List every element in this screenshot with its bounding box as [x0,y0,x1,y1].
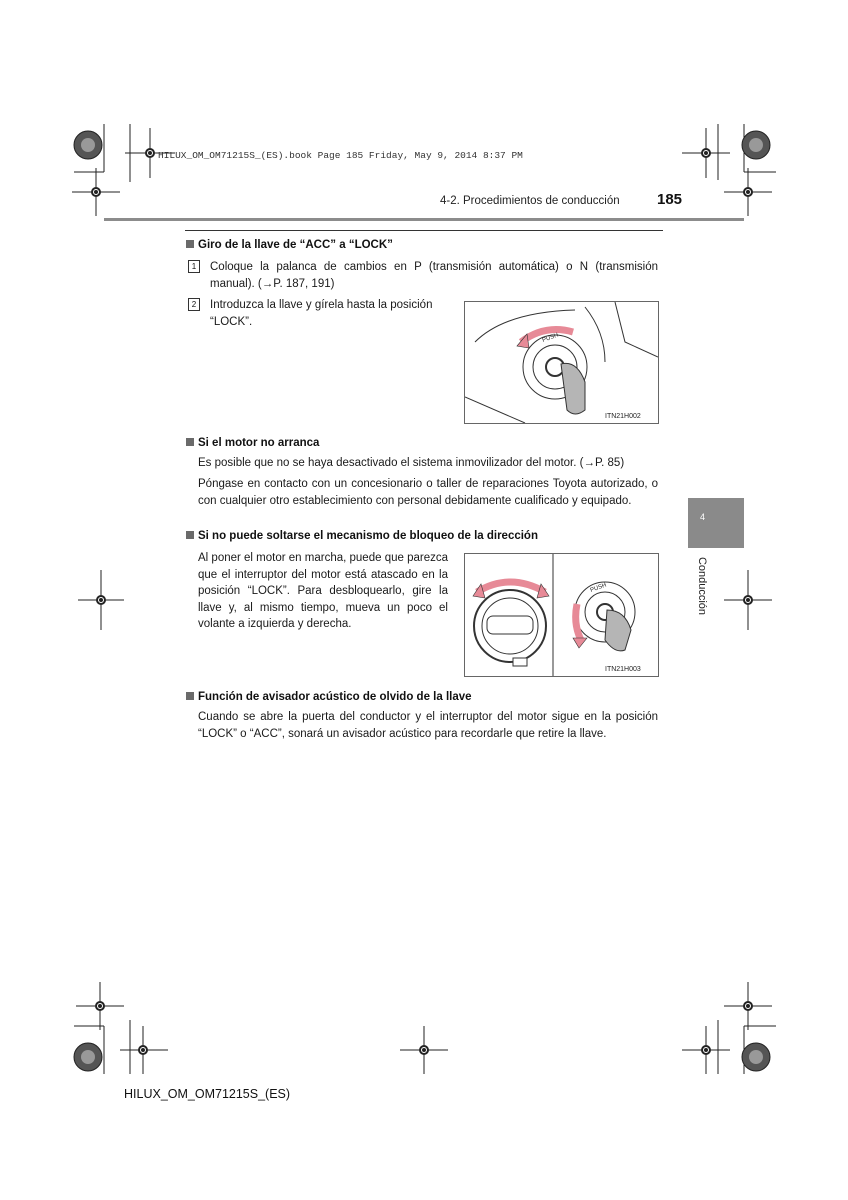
push-label: PUSH [589,582,608,594]
page-number: 185 [657,191,683,208]
square-bullet-icon [186,240,194,248]
paragraph: Póngase en contacto con un concesionario o taller de reparaciones Toyota autorizado, o con cualquier otro establecimiento con personal debidamente cualificado y equipado. [198,478,658,507]
paragraph: Cuando se abre la puerta del conductor y el interruptor del motor sigue en la posición “LOCK” o “ACC”, sonará un avisador acústico para recordarle que retire la llave. [198,711,658,740]
square-bullet-icon [186,692,194,700]
section-heading: Si el motor no arranca [186,437,319,449]
section-heading: Función de avisador acústico de olvido de la llave [186,691,472,703]
step-number-box: 1 [188,260,200,273]
square-bullet-icon [186,531,194,539]
step-text: Introduzca la llave y gírela hasta la posición “LOCK”. [210,299,433,328]
section-heading: Giro de la llave de “ACC” a “LOCK” [186,239,393,251]
step-number-box: 2 [188,298,200,311]
steering-illustration [465,554,658,676]
figure-code: ITN21H002 [605,413,641,420]
header-rule [104,218,744,221]
section-heading: Si no puede soltarse el mecanismo de bloqueo de la dirección [186,530,538,542]
figure-code: ITN21H003 [605,666,641,673]
running-header-section: 4-2. Procedimientos de conducción [440,195,620,207]
chapter-name: Conducción [696,556,708,616]
chapter-tab [688,498,744,548]
steering-lock-figure [464,553,659,677]
ignition-illustration [465,302,658,423]
paragraph: Al poner el motor en marcha, puede que parezca que el interruptor del motor está atascado en la posición “LOCK”. Para desbloquearlo, gire la llave y, al mismo tiempo, mueva un poco el volante a izquierda y derecha. [198,552,448,630]
content-rule [185,230,663,231]
ignition-key-figure [464,301,659,424]
paragraph: Es posible que no se haya desactivado el sistema inmovilizador del motor. (→P. 85) [198,457,625,469]
step-text: Coloque la palanca de cambios en P (transmisión automática) o N (transmisión manual). (→P. 187, 191) [210,261,658,290]
square-bullet-icon [186,438,194,446]
footer: HILUX_OM_OM71215S_(ES) [124,1087,291,1101]
print-header: HILUX_OM_OM71215S_(ES).book Page 185 Friday, May 9, 2014 8:37 PM [158,150,523,161]
chapter-number: 4 [700,512,706,522]
push-label: PUSH [541,332,560,344]
